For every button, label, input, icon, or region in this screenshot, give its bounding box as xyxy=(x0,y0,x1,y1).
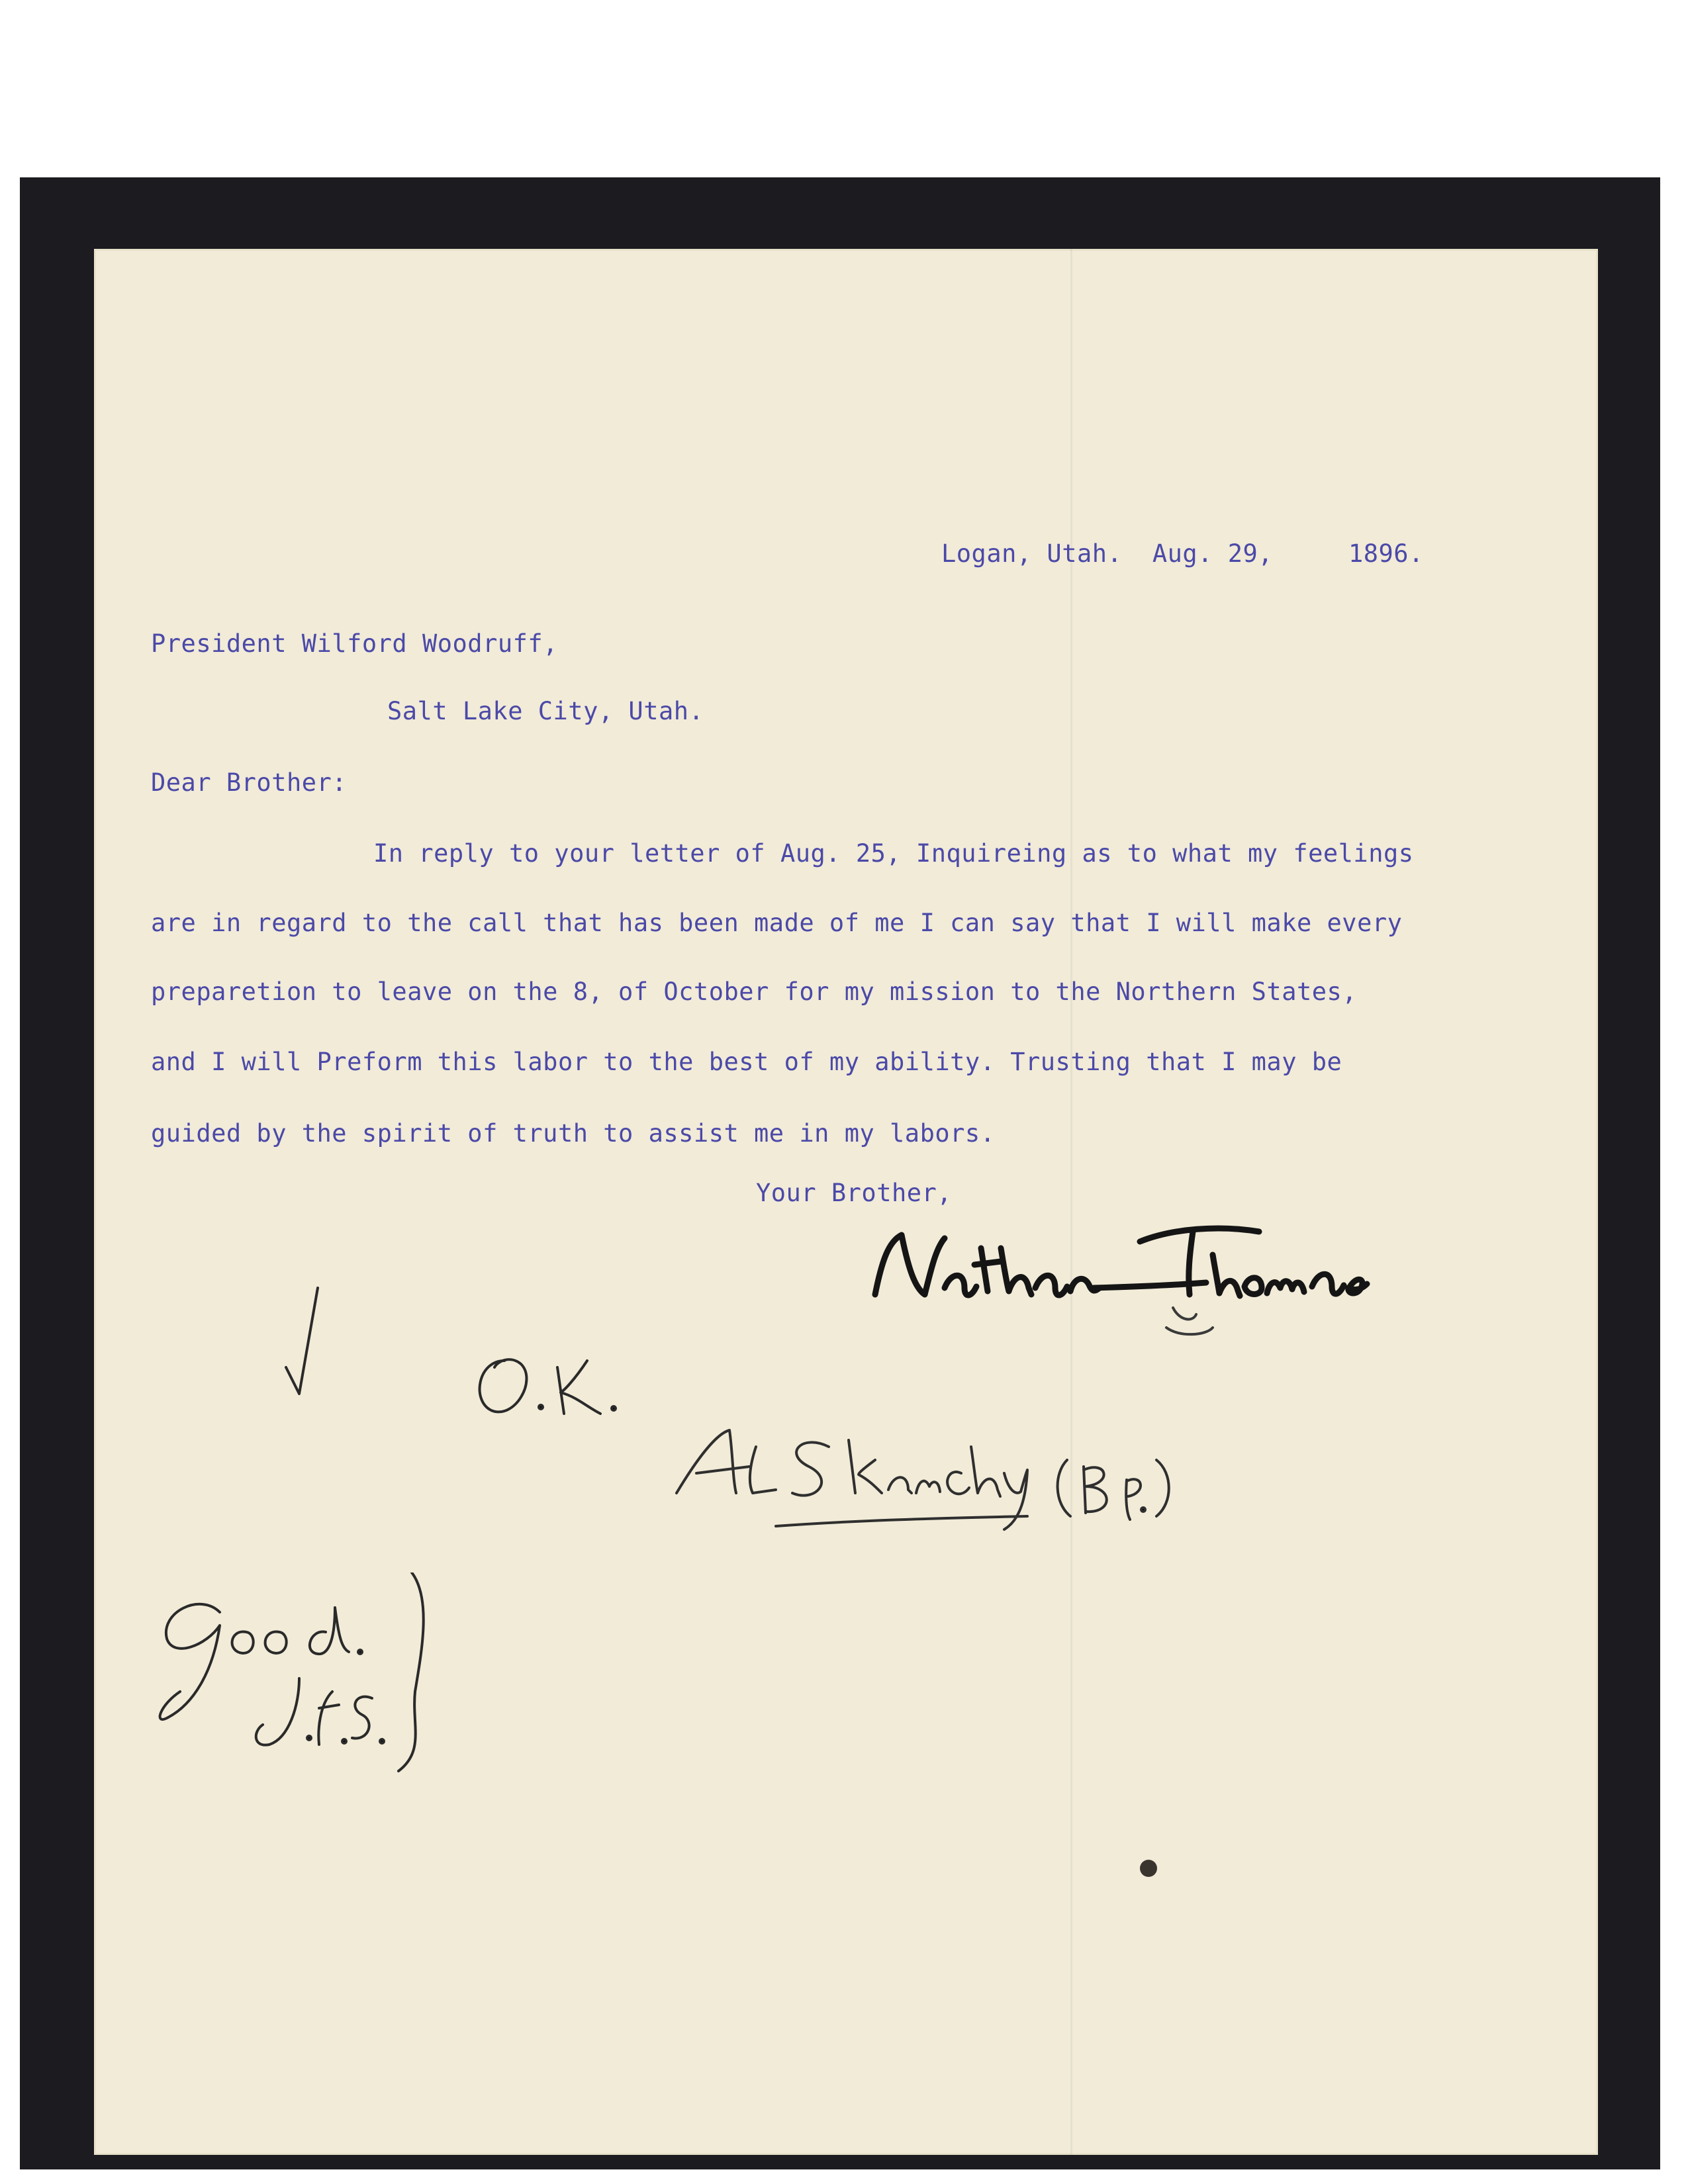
check-mark-icon xyxy=(279,1281,326,1400)
recipient-name: President Wilford Woodruff, xyxy=(151,629,558,658)
paper-fold-crease xyxy=(1070,249,1072,2155)
salutation: Dear Brother: xyxy=(151,768,348,797)
body-line: In reply to your letter of Aug. 25, Inquireing as to what my feelings xyxy=(373,839,1414,868)
place-date-line: Logan, Utah. Aug. 29, 1896. xyxy=(941,539,1424,568)
body-line: and I will Preform this labor to the best of my ability. Trusting that I may be xyxy=(151,1048,1342,1076)
signature-nathan-thomas xyxy=(862,1208,1431,1341)
note-good-jfs xyxy=(120,1572,491,1811)
endorsement-ok xyxy=(465,1341,637,1433)
letter-sheet xyxy=(94,249,1598,2155)
recipient-city: Salt Lake City, Utah. xyxy=(387,697,704,725)
body-line: guided by the spirit of truth to assist me in my labors. xyxy=(151,1119,996,1148)
endorsement-signature-skanchy xyxy=(670,1420,1173,1539)
body-line: preparetion to leave on the 8, of October for my mission to the Northern States, xyxy=(151,978,1358,1006)
closing: Your Brother, xyxy=(756,1179,953,1207)
ink-spot xyxy=(1140,1860,1157,1877)
body-line: are in regard to the call that has been made of me I can say that I will make every xyxy=(151,909,1403,937)
document-mount xyxy=(20,177,1660,2169)
